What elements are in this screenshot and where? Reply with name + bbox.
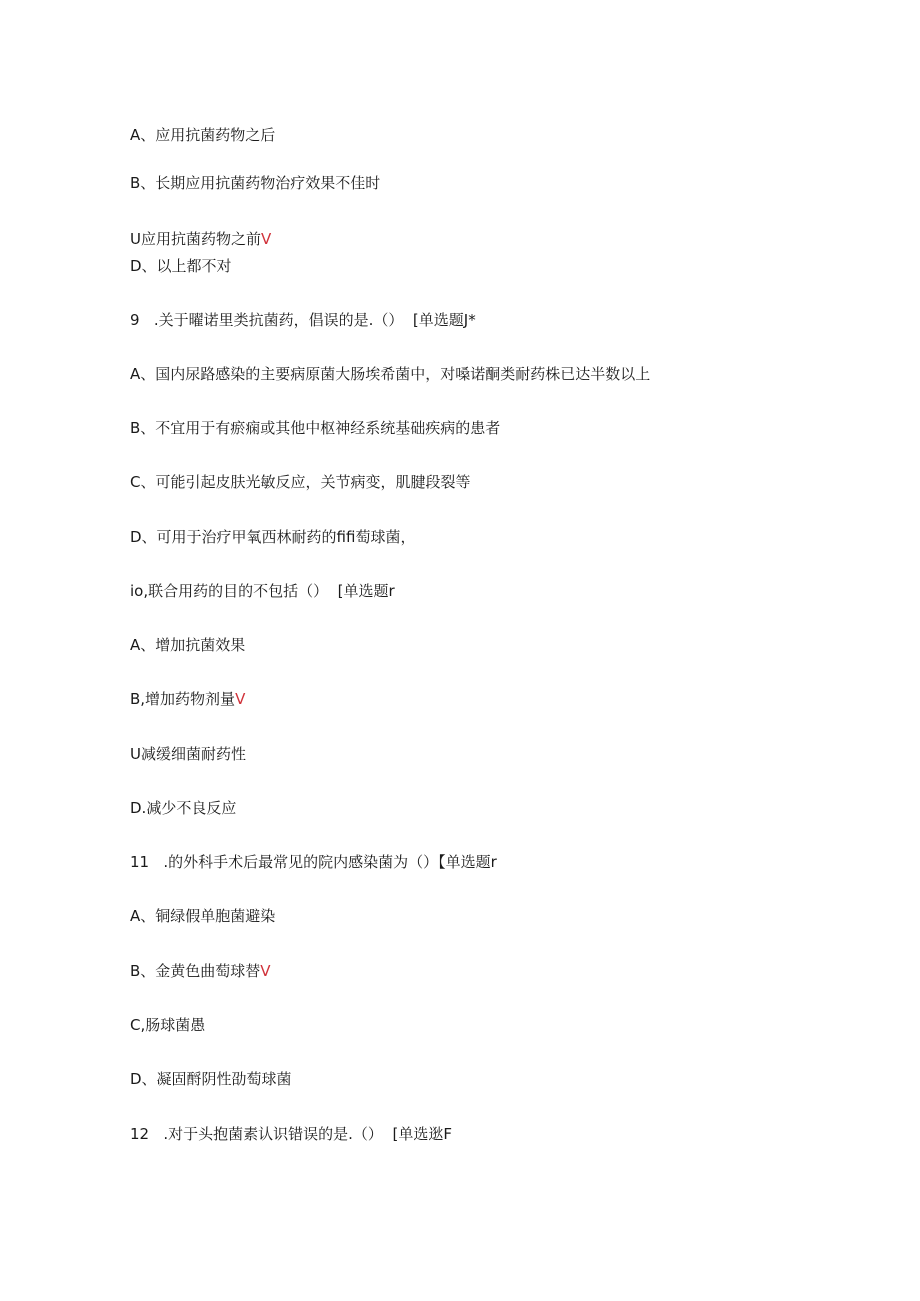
line-text: 9 .关于曜诺里类抗菌药，倡误的是.（） [单选题J* xyxy=(130,311,476,329)
option-11c xyxy=(130,1015,205,1035)
option-8c xyxy=(130,229,271,249)
answer-mark: V xyxy=(260,230,272,248)
option-9c xyxy=(130,472,470,492)
line-text: B、金黄色曲萄球替 xyxy=(130,962,261,980)
option-10d xyxy=(130,798,236,818)
question-10 xyxy=(130,581,395,601)
line-text: D、以上都不对 xyxy=(130,257,232,275)
option-8d xyxy=(130,256,232,276)
answer-mark: V xyxy=(235,690,246,708)
line-text: A、国内尿路感染的主要病原菌大肠埃希菌中，对嗓诺酮类耐药株已达半数以上 xyxy=(130,365,651,383)
line-text: C、可能引起皮肤光敏反应，关节病变，肌腱段裂等 xyxy=(130,473,471,491)
option-8a xyxy=(130,125,275,145)
line-text: D、可用于治疗甲氧西林耐药的fifi萄球菌， xyxy=(130,528,416,546)
line-text: C,肠球菌愚 xyxy=(130,1016,206,1034)
line-text: D、凝固酹阴性劭萄球菌 xyxy=(130,1070,292,1088)
line-text: B,增加药物剂量 xyxy=(130,690,236,708)
question-12 xyxy=(130,1124,452,1144)
option-10c xyxy=(130,744,246,764)
line-text: B、不宜用于有瘀痫或其他中枢神经系统基础疾病的患者 xyxy=(130,419,501,437)
line-text: D.减少不良反应 xyxy=(130,799,237,817)
line-text: A、铜绿假单胞菌避染 xyxy=(130,907,276,925)
option-11a xyxy=(130,906,275,926)
option-9b xyxy=(130,418,500,438)
line-text: A、增加抗菌效果 xyxy=(130,636,246,654)
option-8b xyxy=(130,173,380,193)
line-text: U减缓细菌耐药性 xyxy=(130,745,246,763)
option-10a xyxy=(130,635,245,655)
line-text: B、长期应用抗菌药物治疗效果不佳时 xyxy=(130,174,381,192)
option-11d xyxy=(130,1069,292,1089)
question-9 xyxy=(130,310,476,330)
line-text: io,联合用药的目的不包括（） [单选题r xyxy=(130,582,395,600)
line-text: 12 .对于头抱菌素认识错误的是.（） [单选逖F xyxy=(130,1125,452,1143)
line-text: A、应用抗菌药物之后 xyxy=(130,126,276,144)
line-text: U应用抗菌药物之前 xyxy=(130,230,261,248)
line-text: 11 .的外科手术后最常见的院内感染菌为（）【单选题r xyxy=(130,853,497,871)
option-9d xyxy=(130,527,415,547)
question-11 xyxy=(130,852,497,872)
answer-mark: V xyxy=(260,962,271,980)
option-10b xyxy=(130,689,245,709)
option-11b xyxy=(130,961,271,981)
option-9a xyxy=(130,364,650,384)
